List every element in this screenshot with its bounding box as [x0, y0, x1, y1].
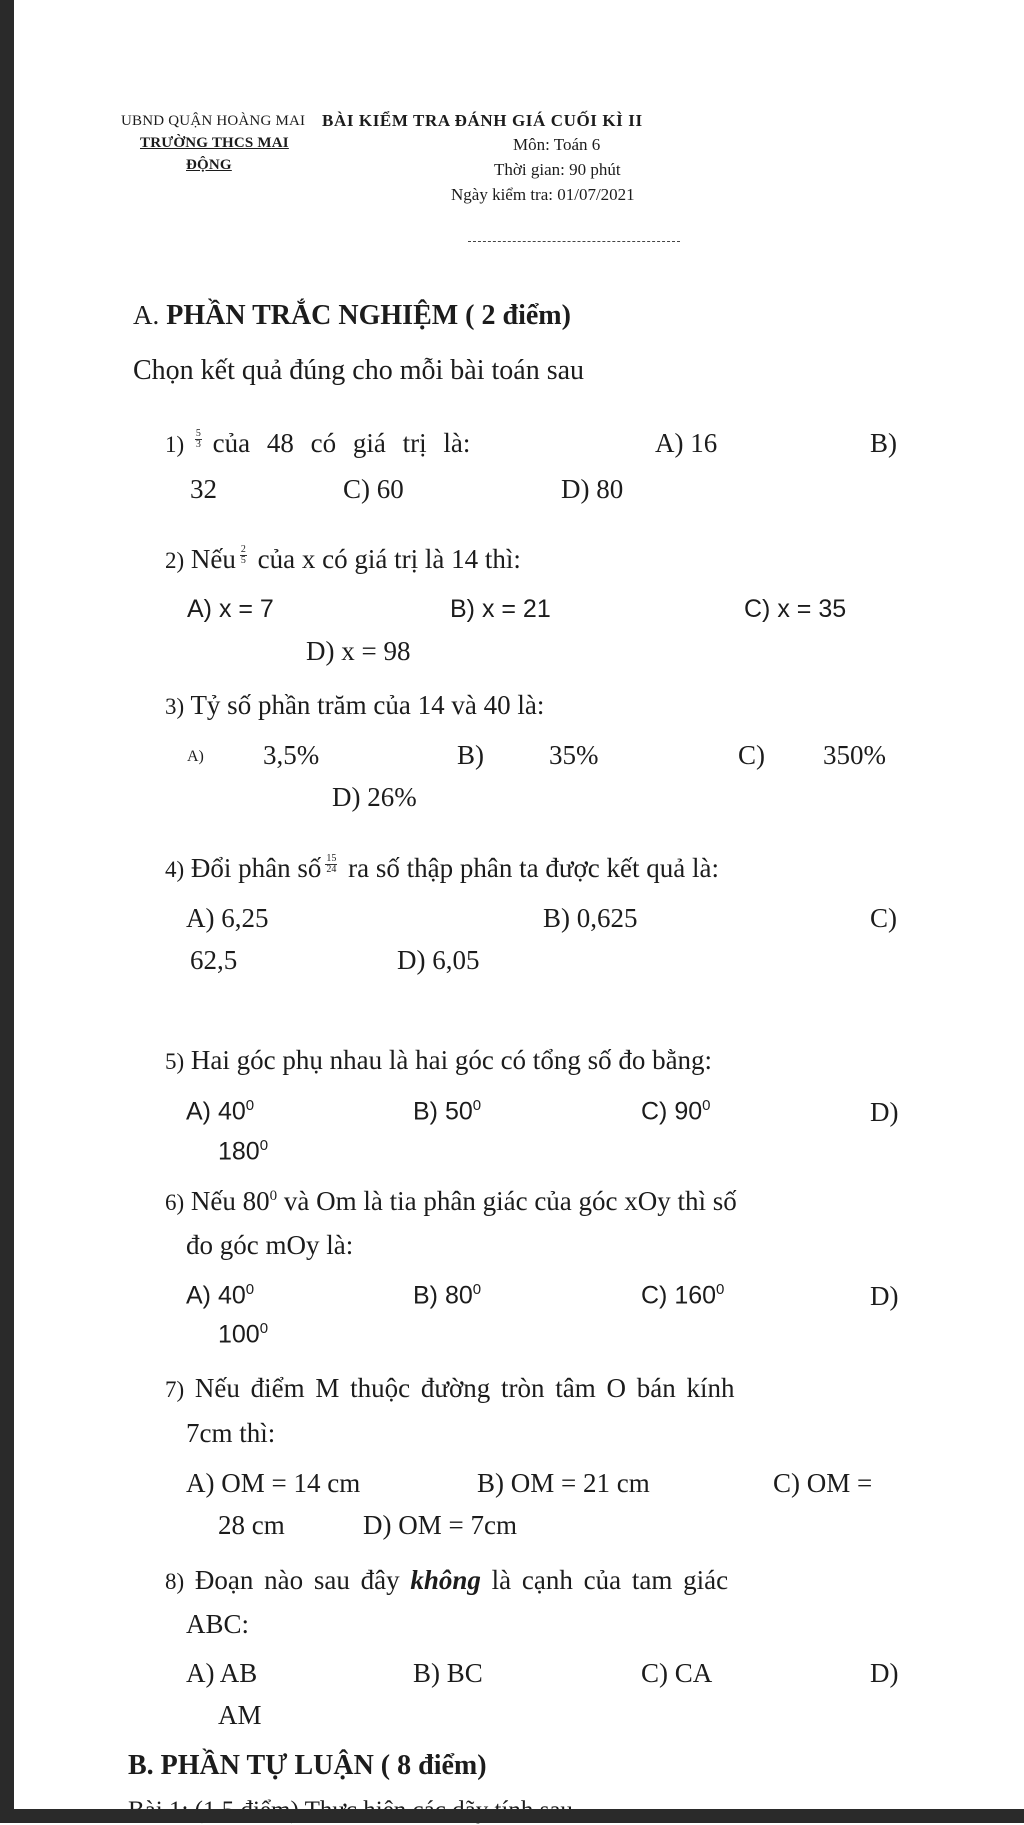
q6-option-b: B) $80^0$	[413, 1281, 482, 1310]
q5-option-d: D)	[870, 1097, 899, 1127]
q2-option-d: D) x = 98	[306, 636, 411, 666]
q7-option-a: A) OM = 14 cm	[186, 1468, 361, 1498]
q4-option-a: A) 6,25	[186, 903, 269, 933]
fraction: $\frac{2}{5}$	[240, 544, 246, 567]
header-subject: Môn: Toán 6	[513, 135, 601, 154]
q6-option-d-value: $100^0$	[218, 1320, 269, 1349]
q3-option-a-letter: A)	[187, 748, 204, 765]
q8-option-d: D)	[870, 1658, 899, 1688]
q3-option-c: 350%	[823, 740, 886, 770]
q3-option-b-letter: B)	[457, 740, 484, 770]
question-1: 1) $\frac{5}{3}$ của 48 có giá trị là:	[165, 428, 471, 458]
exam-title: BÀI KIỂM TRA ĐÁNH GIÁ CUỐI KÌ II	[322, 111, 643, 130]
question-7-line2: 7cm thì:	[186, 1418, 276, 1448]
q1-option-d: D) 80	[561, 474, 624, 504]
section-a-title: A. PHẦN TRẮC NGHIỆM ( 2 điểm)	[133, 300, 571, 331]
question-2: 2) Nếu $\frac{2}{5}$ của x có giá trị là 14 thì:	[165, 544, 521, 574]
question-3: 3) Tỷ số phần trăm của 14 và 40 là:	[165, 690, 545, 720]
left-frame-border	[0, 0, 14, 1823]
header-district: UBND QUẬN HOÀNG MAI	[121, 113, 306, 129]
q6-option-d: D)	[870, 1281, 899, 1311]
q7-option-c-value: 28 cm	[218, 1510, 285, 1540]
q1-option-a: A) 16	[655, 428, 718, 458]
q6-option-a: A) $40^0$	[186, 1281, 255, 1310]
q5-option-b: B) $50^0$	[413, 1097, 482, 1126]
bottom-frame-border	[0, 1809, 1024, 1823]
q7-option-b: B) OM = 21 cm	[477, 1468, 650, 1498]
question-6: 6) Nếu $80^0$ và Om là tia phân giác của góc xOy thì số	[165, 1186, 737, 1216]
q3-option-d: D) 26%	[332, 782, 417, 812]
q1-option-b: B)	[870, 428, 897, 458]
header-exam-date: Ngày kiểm tra: 01/07/2021	[451, 185, 635, 204]
q3-option-c-letter: C)	[738, 740, 765, 770]
question-6-line2: đo góc mOy là:	[186, 1230, 354, 1260]
question-4: 4) Đổi phân số $\frac{15}{24}$ ra số thập phân ta được kết quả là:	[165, 853, 719, 883]
section-b-title: B. PHẦN TỰ LUẬN ( 8 điểm)	[128, 1750, 487, 1781]
q4-option-b: B) 0,625	[543, 903, 638, 933]
q7-option-d: D) OM = 7cm	[363, 1510, 517, 1540]
q7-option-c: C) OM =	[773, 1468, 873, 1498]
q2-option-c: C) x = 35	[744, 595, 847, 623]
q8-option-c: C) CA	[641, 1658, 713, 1688]
q5-option-c: C) $90^0$	[641, 1097, 711, 1126]
q6-option-c: C) $160^0$	[641, 1281, 725, 1310]
fraction: $\frac{15}{24}$	[326, 853, 337, 876]
question-8: 8) Đoạn nào sau đây không là cạnh của tam giác	[165, 1565, 729, 1595]
q8-option-a: A) AB	[186, 1658, 258, 1688]
fraction: $\frac{5}{3}$	[195, 428, 201, 451]
q8-option-b: B) BC	[413, 1658, 483, 1688]
q3-option-a: 3,5%	[263, 740, 320, 770]
q4-option-c: C)	[870, 903, 897, 933]
q3-option-b: 35%	[549, 740, 599, 770]
section-a-instruction: Chọn kết quả đúng cho mỗi bài toán sau	[133, 355, 585, 386]
q5-option-d-value: $180^0$	[218, 1137, 269, 1166]
question-7: 7) Nếu điểm M thuộc đường tròn tâm O bán kính	[165, 1373, 735, 1403]
question-5: 5) Hai góc phụ nhau là hai góc có tổng số đo bằng:	[165, 1045, 713, 1075]
q8-option-d-value: AM	[218, 1700, 262, 1730]
header-school-line1: TRƯỜNG THCS MAI	[140, 135, 289, 151]
header-duration: Thời gian: 90 phút	[494, 160, 621, 179]
q1-option-c: C) 60	[343, 474, 404, 504]
q2-option-a: A) x = 7	[187, 595, 274, 623]
q5-option-a: A) $40^0$	[186, 1097, 255, 1126]
q1-option-b-value: 32	[190, 474, 217, 504]
q4-option-c-value: 62,5	[190, 945, 238, 975]
q4-option-d: D) 6,05	[397, 945, 480, 975]
header-school-line2: ĐỘNG	[186, 157, 232, 173]
question-8-line2: ABC:	[186, 1609, 250, 1639]
q2-option-b: B) x = 21	[450, 595, 551, 623]
header-divider	[468, 241, 680, 242]
